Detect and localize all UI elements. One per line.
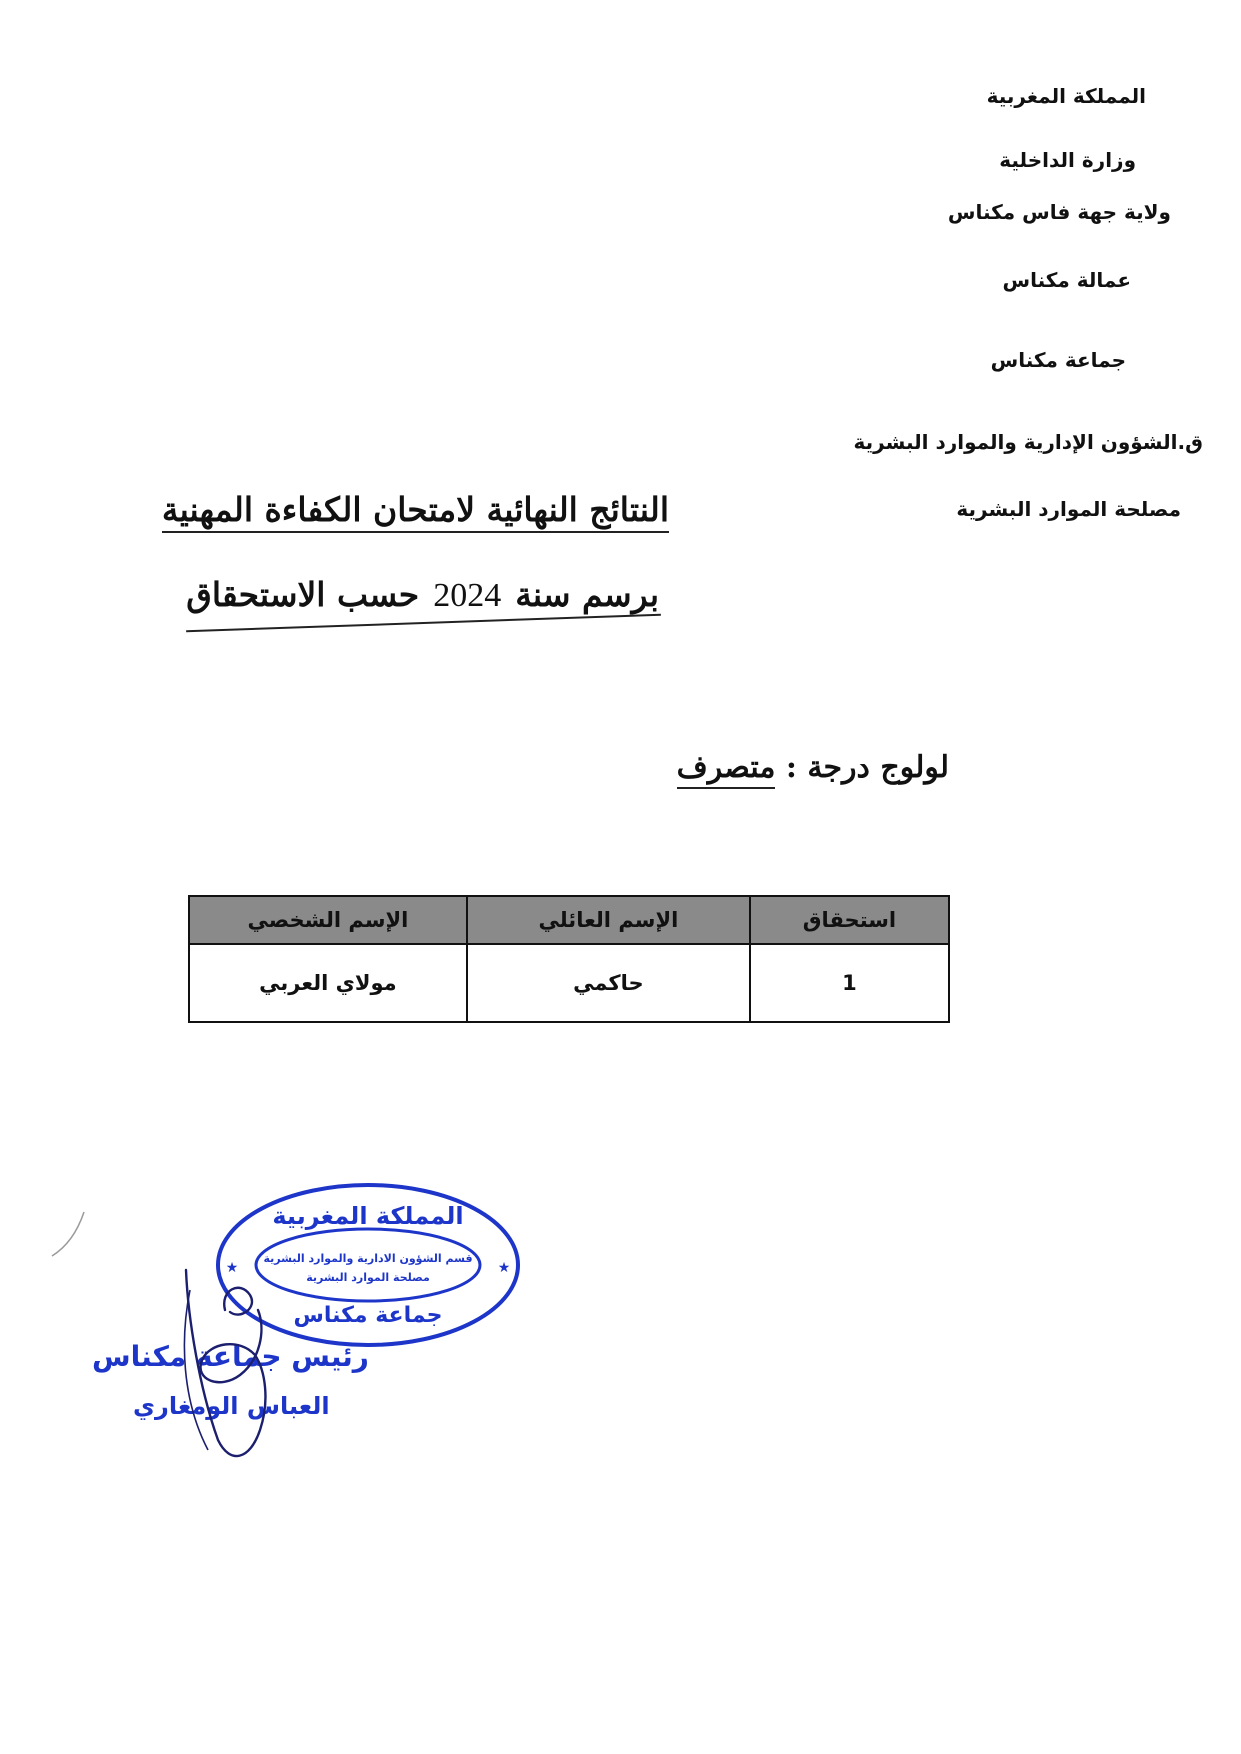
subtitle-prefix: برسم سنة xyxy=(515,575,659,614)
letterhead-kingdom: المملكة المغربية xyxy=(986,84,1146,108)
stamp-star-left-icon: ★ xyxy=(225,1260,239,1276)
table-header-row xyxy=(189,896,949,944)
document-title: النتائج النهائية لامتحان الكفاءة المهنية xyxy=(162,490,669,533)
document-subtitle xyxy=(186,575,659,615)
signatory-name: العباس الومغاري xyxy=(133,1392,330,1420)
pen-mark-decoration xyxy=(48,1210,88,1260)
header-rank: استحقاق xyxy=(750,896,949,944)
cell-family-name: حاكمي xyxy=(467,944,750,1022)
stamp-star-right-icon: ★ xyxy=(497,1260,511,1276)
handwritten-signature xyxy=(90,1250,440,1470)
table-row xyxy=(189,944,949,1022)
grade-value: متصرف xyxy=(677,750,776,789)
subtitle-underline xyxy=(186,614,661,633)
subtitle-year: 2024 xyxy=(433,577,502,614)
header-family-name: الإسم العائلي xyxy=(467,896,750,944)
results-table xyxy=(188,895,950,1023)
grade-label: لولوج درجة : xyxy=(785,750,949,785)
stamp-bottom-text: جماعة مكناس xyxy=(293,1303,443,1328)
letterhead-division: ق.الشؤون الإدارية والموارد البشرية xyxy=(853,430,1203,454)
cell-first-name: مولاي العربي xyxy=(189,944,467,1022)
letterhead-service: مصلحة الموارد البشرية xyxy=(956,497,1181,521)
header-first-name: الإسم الشخصي xyxy=(189,896,467,944)
stamp-inner-line1: قسم الشؤون الادارية والموارد البشرية xyxy=(263,1252,473,1265)
letterhead-ministry: وزارة الداخلية xyxy=(999,148,1136,172)
letterhead-commune: جماعة مكناس xyxy=(990,348,1126,372)
subtitle-suffix: حسب الاستحقاق xyxy=(186,575,420,614)
grade-line xyxy=(677,750,949,785)
signatory-title: رئيس جماعة مكناس xyxy=(92,1340,369,1373)
letterhead-wilaya: ولاية جهة فاس مكناس xyxy=(947,200,1171,224)
cell-rank: 1 xyxy=(750,944,949,1022)
letterhead-prefecture: عمالة مكناس xyxy=(1002,268,1131,292)
stamp-top-text: المملكة المغربية xyxy=(272,1202,464,1230)
stamp-inner-line2: مصلحة الموارد البشرية xyxy=(306,1271,430,1284)
